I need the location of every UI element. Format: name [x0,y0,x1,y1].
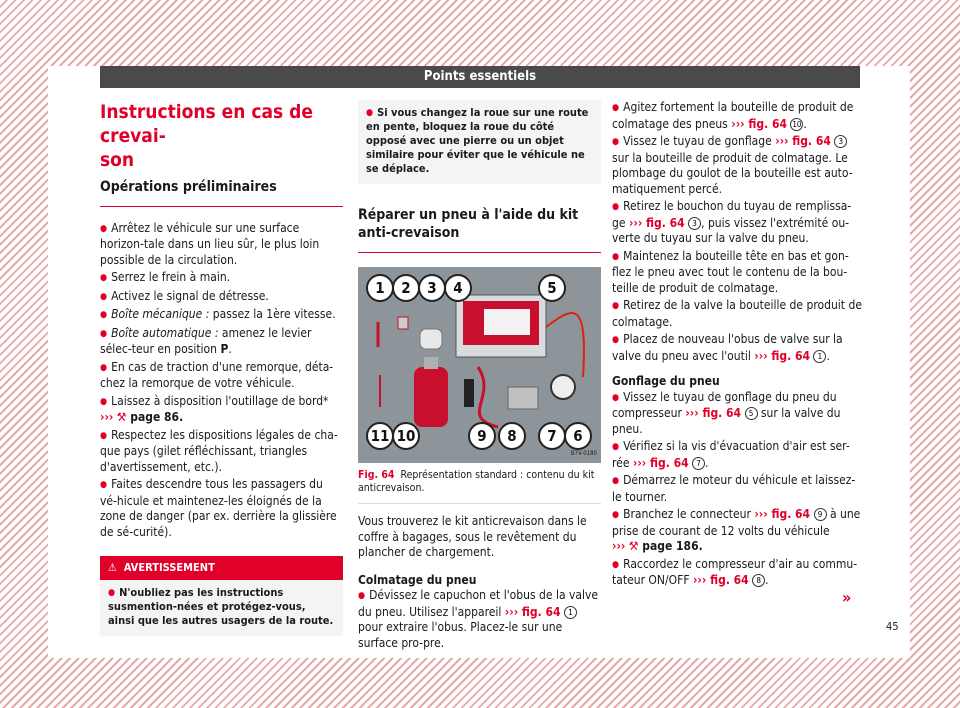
callout-6: 6 [564,422,592,450]
callout-7: 7 [538,422,566,450]
list-item: ● Boîte automatique : amenez le levier sélec-teur en position P. [100,326,343,358]
warning-body: ● N'oubliez pas les instructions susmention-nées et protégez-vous, ainsi que les autres usagers de la route. [100,580,343,636]
page-header: Points essentiels [100,66,860,88]
subheading-colmatage: Colmatage du pneu [358,572,477,587]
callout-3: 3 [418,274,446,302]
column-2 [358,100,601,653]
callout-10: 10 [392,422,420,450]
callout-9: 9 [468,422,496,450]
list-item: ● Démarrez le moteur du véhicule et laissez-le tourner. [612,473,862,505]
subheading-gonflage: Gonflage du pneu [612,374,720,388]
list-item: ● Boîte mécanique : passez la 1ère vitesse. [100,307,343,324]
callout-2: 2 [392,274,420,302]
column-1 [100,100,343,636]
continue-marker: » [842,588,852,607]
warning-box-continued: ● Si vous changez la roue sur une route en pente, bloquez la roue du côté opposé avec une pierre ou un objet similaire pour éviter que le véhicule ne se déplace. [358,100,601,184]
tool-icon: ⚒ [116,410,127,424]
cross-ref-link[interactable]: ››› fig. 64 [628,215,685,230]
section-subtitle: Opérations préliminaires [100,180,343,207]
warning-icon: ⚠ [108,561,117,574]
list-item: ● Maintenez la bouteille tête en bas et gon-flez le pneu avec tout le contenu de la bou-teille de produit de colmatage. [612,249,862,297]
list-item: ● Placez de nouveau l'obus de valve sur la valve du pneu avec l'outil ››› fig. 64 1 . [612,332,862,364]
callout-4: 4 [444,274,472,302]
cross-ref-link[interactable]: ››› fig. 64 [685,406,742,420]
list-item: ● Vissez le tuyau de gonflage du pneu du compresseur ››› fig. 64 5 sur la valve du pneu. [612,390,862,438]
list-item: ● Retirez le bouchon du tuyau de remplissa-ge ››› fig. 64 3 , puis vissez l'extrémité ou-verte du tuyau sur la valve du pneu. [612,199,862,247]
tool-icon: ⚒ [628,539,639,553]
page-number: 45 [886,620,899,633]
figure-code: B7V-0180 [570,449,597,457]
list-item: ● Vérifiez si la vis d'évacuation d'air est ser-rée ››› fig. 64 7 . [612,439,862,471]
cross-ref-link[interactable]: ››› fig. 64 [775,134,831,148]
list-item: ● Faites descendre tous les passagers du vé-hicule et maintenez-les éloignés de la zone de danger (par ex. derrière la glissière de sé-curité). [100,477,343,540]
callout-1: 1 [366,274,394,302]
paragraph: Vous trouverez le kit anticrevaison dans le coffre à bagages, sous le revêtement du plancher de chargement. [358,514,587,559]
cross-ref-link[interactable]: ››› fig. 64 [504,604,561,619]
list-item: ● Dévissez le capuchon et l'obus de la valve du pneu. Utilisez l'appareil ››› fig. 64 1 pour extraire l'obus. Placez-le sur une surface pro-pre. [358,588,601,651]
list-item: ● Activez le signal de détresse. [100,289,343,306]
list-item: ● Serrez le frein à main. [100,270,343,287]
list-item: ● Laissez à disposition l'outillage de bord* ››› ⚒ page 86. [100,394,343,426]
list-item: ● Vissez le tuyau de gonflage ››› fig. 64 3 sur la bouteille de produit de colmatage. Le plombage du goulot de la bouteille est auto-matiquement percé. [612,134,862,197]
cross-ref-link[interactable]: ››› [100,410,114,424]
list-item: ● Branchez le connecteur ››› fig. 64 9 à une prise de courant de 12 volts du véhicule ››› ⚒ page 186. [612,507,862,555]
callout-8: 8 [498,422,526,450]
list-item: ● Arrêtez le véhicule sur une surface horizon-tale dans un lieu sûr, le plus loin possible de la circulation. [100,221,343,269]
cross-ref-link[interactable]: ››› fig. 64 [754,507,811,521]
callout-5: 5 [538,274,566,302]
section-title: Instructions en cas de crevai- son [100,101,314,171]
cross-ref-link[interactable]: ››› [612,539,626,553]
figure-caption: Fig. 64 Représentation standard : contenu du kit anticrevaison. [358,469,601,504]
figure-64 [358,267,601,463]
warning-header: ⚠ AVERTISSEMENT [100,556,343,580]
warning-box [100,556,343,636]
list-item: ● En cas de traction d'une remorque, déta-chez la remorque de votre véhicule. [100,360,343,392]
list-item: ● Raccordez le compresseur d'air au commu-tateur ON/OFF ››› fig. 64 8 . [612,557,862,589]
list-item: ● Agitez fortement la bouteille de produit de colmatage des pneus ››› fig. 64 10 . [612,100,862,132]
callout-11: 11 [366,422,394,450]
cross-ref-link[interactable]: ››› fig. 64 [692,573,749,587]
list-item: ● Respectez les dispositions légales de cha-que pays (gilet réfléchissant, triangles d'avertissement, etc.). [100,428,343,476]
section-heading: Réparer un pneu à l'aide du kit anti-crevaison [358,206,601,253]
cross-ref-link[interactable]: ››› fig. 64 [632,455,689,470]
cross-ref-link[interactable]: ››› fig. 64 [731,116,787,131]
cross-ref-link[interactable]: ››› fig. 64 [754,348,811,363]
column-3 [612,100,862,591]
list-item: ● Retirez de la valve la bouteille de produit de colmatage. [612,298,862,330]
